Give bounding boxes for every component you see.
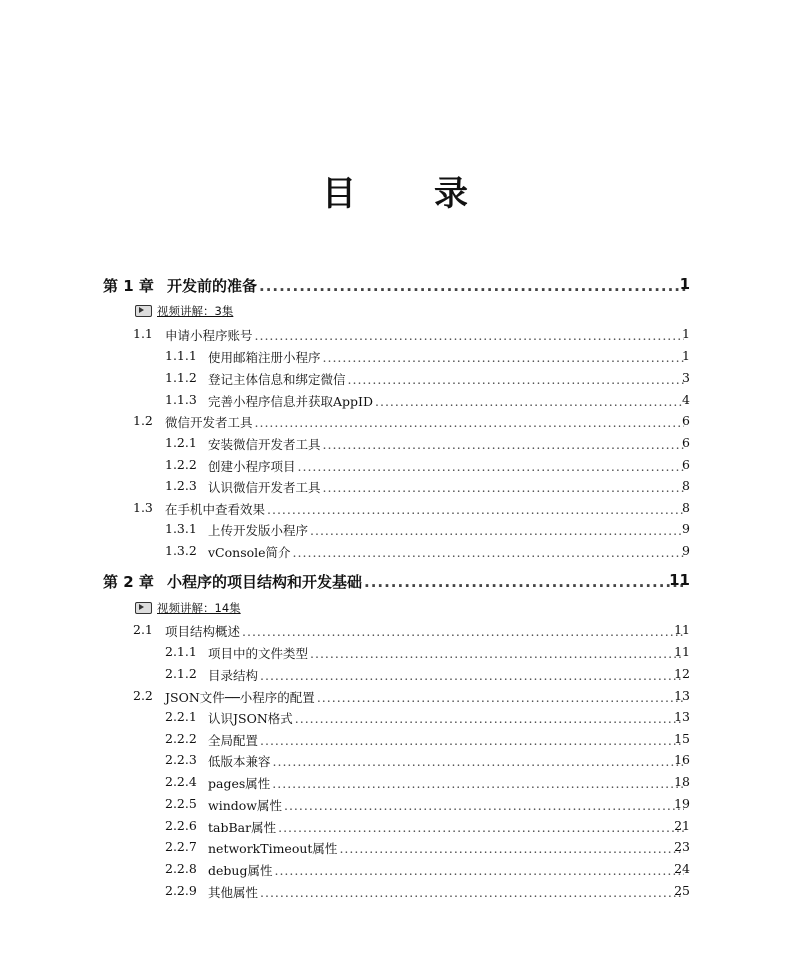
dot-leader — [364, 573, 687, 591]
toc-section[interactable] — [0, 622, 790, 642]
dot-leader — [259, 277, 687, 295]
section-title: 微信开发者工具 — [165, 415, 253, 430]
subsection-number: 1.3.1 — [165, 521, 197, 536]
video-lecture-label: 视频讲解：3集 — [157, 304, 234, 318]
toc-subsection[interactable] — [0, 752, 790, 772]
subsection-number: 2.2.5 — [165, 796, 197, 811]
page-number: 6 — [682, 413, 690, 428]
subsection-title: 认识JSON格式 — [208, 711, 293, 726]
toc-subsection[interactable] — [0, 666, 790, 686]
dot-leader — [293, 545, 684, 560]
subsection-number: 1.2.2 — [165, 457, 197, 472]
page-number: 11 — [674, 644, 690, 659]
section-number: 1.2 — [133, 413, 153, 428]
section-title: 在手机中查看效果 — [165, 502, 266, 517]
subsection-title: debug属性 — [208, 863, 273, 878]
page-number: 18 — [674, 774, 690, 789]
subsection-number: 2.2.9 — [165, 883, 197, 898]
page-number: 12 — [674, 666, 690, 681]
subsection-number: 2.1.2 — [165, 666, 197, 681]
subsection-number: 1.3.2 — [165, 543, 197, 558]
chapter-title: 小程序的项目结构和开发基础 — [167, 573, 363, 591]
dot-leader — [295, 711, 684, 726]
toc-subsection[interactable] — [0, 543, 790, 563]
dot-leader — [273, 754, 684, 769]
video-lecture-link[interactable] — [135, 302, 233, 320]
page-number: 24 — [674, 861, 690, 876]
section-title: 项目结构概述 — [165, 624, 241, 639]
dot-leader — [260, 668, 684, 683]
dot-leader — [260, 733, 684, 748]
section-number: 2.2 — [133, 688, 153, 703]
subsection-title: 安装微信开发者工具 — [208, 437, 321, 452]
dot-leader — [278, 820, 684, 835]
page-number: 3 — [682, 370, 690, 385]
subsection-number: 2.2.1 — [165, 709, 197, 724]
page-number: 19 — [674, 796, 690, 811]
toc-section[interactable] — [0, 500, 790, 520]
subsection-title: networkTimeout属性 — [208, 841, 338, 856]
subsection-number: 2.2.2 — [165, 731, 197, 746]
dot-leader — [298, 459, 684, 474]
dot-leader — [339, 841, 684, 856]
page-number: 25 — [674, 883, 690, 898]
subsection-title: 全局配置 — [208, 733, 259, 748]
subsection-number: 1.1.2 — [165, 370, 197, 385]
dot-leader — [255, 328, 684, 343]
toc-subsection[interactable] — [0, 370, 790, 390]
subsection-title: 目录结构 — [208, 668, 259, 683]
page-number: 13 — [674, 688, 690, 703]
subsection-number: 2.2.8 — [165, 861, 197, 876]
toc-subsection[interactable] — [0, 435, 790, 455]
video-icon — [135, 602, 152, 614]
toc-chapter-1[interactable] — [0, 275, 790, 299]
dot-leader — [274, 863, 684, 878]
video-lecture-label: 视频讲解：14集 — [157, 601, 241, 615]
chapter-number: 第 2 章 — [103, 573, 154, 591]
subsection-title: 项目中的文件类型 — [208, 646, 309, 661]
subsection-title: 认识微信开发者工具 — [208, 480, 321, 495]
page-number: 1 — [682, 348, 690, 363]
page-number: 21 — [674, 818, 690, 833]
toc-subsection[interactable] — [0, 731, 790, 751]
subsection-title: vConsole简介 — [208, 545, 291, 560]
dot-leader — [323, 480, 684, 495]
toc-subsection[interactable] — [0, 644, 790, 664]
subsection-title: tabBar属性 — [208, 820, 277, 835]
dot-leader — [242, 624, 684, 639]
subsection-number: 2.2.7 — [165, 839, 197, 854]
chapter-number: 第 1 章 — [103, 277, 154, 295]
page-number: 8 — [682, 478, 690, 493]
page-number: 15 — [674, 731, 690, 746]
dot-leader — [310, 646, 684, 661]
page-number: 13 — [674, 709, 690, 724]
subsection-title: window属性 — [208, 798, 282, 813]
toc-section[interactable] — [0, 413, 790, 433]
page-number: 1 — [682, 326, 690, 341]
toc-chapter-2[interactable] — [0, 571, 790, 595]
subsection-number: 2.2.3 — [165, 752, 197, 767]
toc-subsection[interactable] — [0, 457, 790, 477]
page-number: 1 — [679, 275, 690, 293]
page-title: 目 录 — [322, 174, 490, 214]
dot-leader — [348, 372, 684, 387]
toc-subsection[interactable] — [0, 521, 790, 541]
page-number: 11 — [674, 622, 690, 637]
subsection-number: 1.2.1 — [165, 435, 197, 450]
page-number: 6 — [682, 435, 690, 450]
toc-subsection[interactable] — [0, 392, 790, 412]
toc-section[interactable] — [0, 326, 790, 346]
dot-leader — [284, 798, 684, 813]
section-number: 2.1 — [133, 622, 153, 637]
subsection-title: 上传开发版小程序 — [208, 523, 309, 538]
dot-leader — [255, 415, 684, 430]
dot-leader — [323, 437, 684, 452]
page-number: 4 — [682, 392, 690, 407]
dot-leader — [260, 885, 684, 900]
subsection-title: pages属性 — [208, 776, 271, 791]
toc-subsection[interactable] — [0, 883, 790, 903]
page-number: 8 — [682, 500, 690, 515]
dot-leader — [310, 523, 684, 538]
subsection-title: 创建小程序项目 — [208, 459, 296, 474]
page-number: 23 — [674, 839, 690, 854]
toc-subsection[interactable] — [0, 861, 790, 881]
page-number: 16 — [674, 752, 690, 767]
dot-leader — [272, 776, 684, 791]
subsection-title: 登记主体信息和绑定微信 — [208, 372, 346, 387]
page-number: 6 — [682, 457, 690, 472]
dot-leader — [323, 350, 684, 365]
subsection-number: 1.1.3 — [165, 392, 197, 407]
page-number: 9 — [682, 543, 690, 558]
video-lecture-link[interactable] — [135, 599, 241, 617]
toc-subsection[interactable] — [0, 348, 790, 368]
toc-subsection[interactable] — [0, 478, 790, 498]
toc-subsection[interactable] — [0, 818, 790, 838]
toc-subsection[interactable] — [0, 839, 790, 859]
subsection-title: 完善小程序信息并获取AppID — [208, 394, 373, 409]
subsection-number: 2.2.6 — [165, 818, 197, 833]
chapter-title: 开发前的准备 — [167, 277, 258, 295]
subsection-number: 2.1.1 — [165, 644, 197, 659]
section-title: JSON文件──小程序的配置 — [165, 690, 315, 705]
subsection-title: 其他属性 — [208, 885, 259, 900]
dot-leader — [317, 690, 684, 705]
subsection-number: 1.2.3 — [165, 478, 197, 493]
section-number: 1.3 — [133, 500, 153, 515]
section-number: 1.1 — [133, 326, 153, 341]
toc-subsection[interactable] — [0, 774, 790, 794]
toc-section[interactable] — [0, 688, 790, 708]
dot-leader — [375, 394, 684, 409]
subsection-number: 2.2.4 — [165, 774, 197, 789]
toc-subsection[interactable] — [0, 709, 790, 729]
subsection-number: 1.1.1 — [165, 348, 197, 363]
video-icon — [135, 305, 152, 317]
section-title: 申请小程序账号 — [165, 328, 253, 343]
dot-leader — [267, 502, 684, 517]
subsection-title: 使用邮箱注册小程序 — [208, 350, 321, 365]
page-number: 9 — [682, 521, 690, 536]
toc-subsection[interactable] — [0, 796, 790, 816]
subsection-title: 低版本兼容 — [208, 754, 271, 769]
page-number: 11 — [669, 571, 690, 589]
